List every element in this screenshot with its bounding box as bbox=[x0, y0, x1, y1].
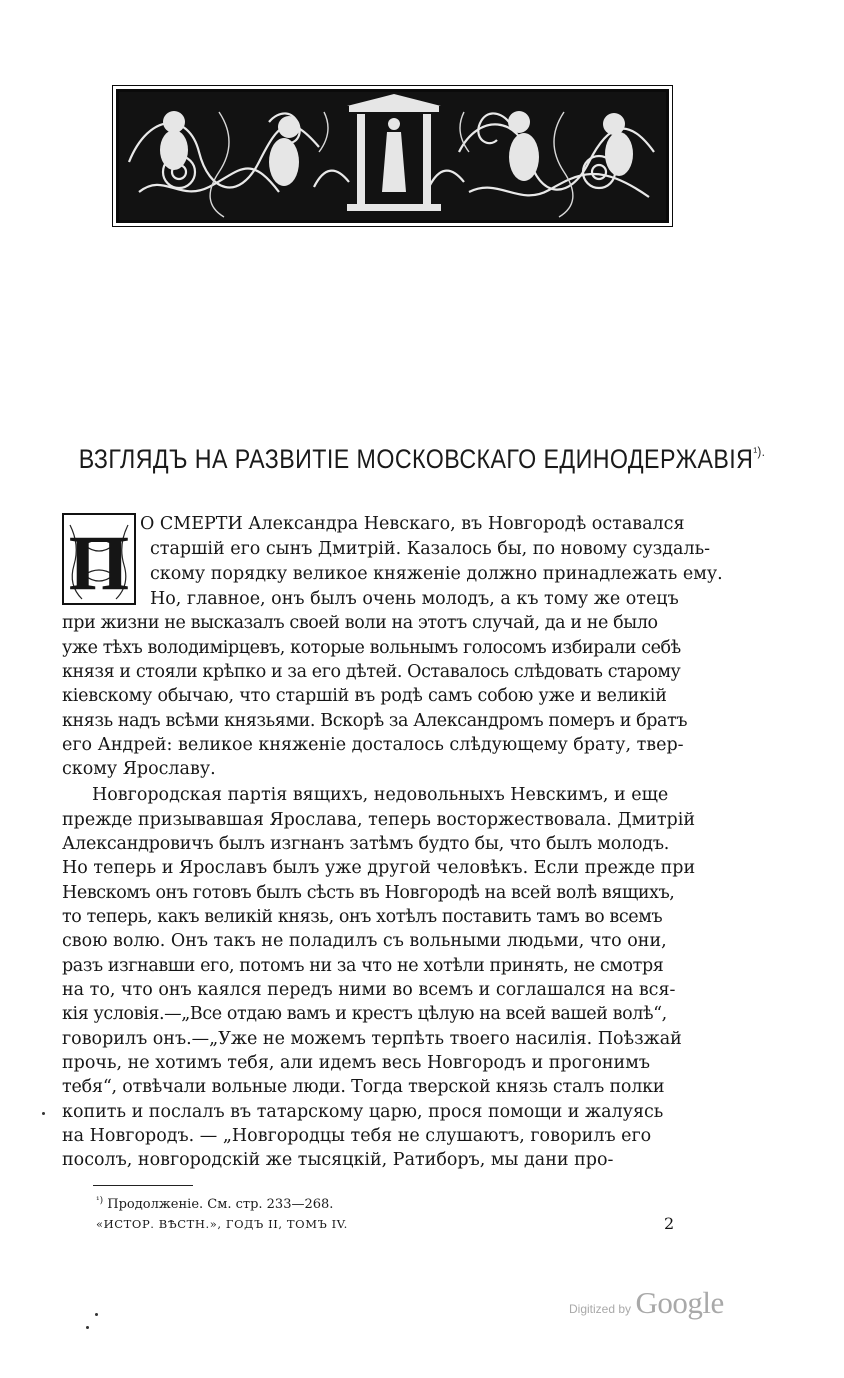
text-line: Но, главное, онъ былъ очень молодъ, а къ тому же отецъ bbox=[150, 589, 679, 609]
watermark-prefix: Digitized by bbox=[569, 1302, 632, 1316]
text-line: Но теперь и Ярославъ былъ уже другой человѣкъ. Если прежде при bbox=[62, 858, 696, 878]
footnote bbox=[96, 1196, 333, 1212]
ornament-illustration bbox=[119, 92, 666, 220]
text-line: князь надъ всѣми князьями. Вскорѣ за Александромъ померъ и братъ bbox=[62, 711, 688, 731]
text-line: кія условія.—„Все отдаю вамъ и крестъ цѣлую на всей вашей волѣ“, bbox=[62, 1004, 667, 1024]
drop-cap-letter: П bbox=[68, 519, 130, 603]
scan-speck bbox=[95, 1313, 98, 1316]
text-line: прочь, не хотимъ тебя, али идемъ весь Новгородъ и прогонимъ bbox=[62, 1053, 650, 1073]
decorative-headpiece-banner bbox=[116, 89, 669, 223]
text-line: на Новгородъ. — „Новгородцы тебя не слушаютъ, говорилъ его bbox=[62, 1126, 652, 1146]
title-footnote-ref: ¹). bbox=[753, 444, 766, 459]
text-line: разъ изгнавши его, потомъ ни за что не хотѣли принять, не смотря bbox=[62, 956, 664, 976]
text-line: копить и послалъ въ татарскому царю, прося помощи и жалуясь bbox=[62, 1102, 664, 1122]
footnote-mark: ¹) bbox=[96, 1196, 104, 1206]
text-line: то теперь, какъ великій князь, онъ хотѣлъ поставить тамъ во всемъ bbox=[62, 907, 663, 927]
ornamental-drop-cap bbox=[62, 513, 136, 605]
footnote-divider bbox=[93, 1185, 193, 1186]
text-line: говорилъ онъ.—„Уже не можемъ терпѣть твоего насилія. Поѣзжай bbox=[62, 1029, 682, 1049]
text-line: уже тѣхъ володимірцевъ, которые вольнымъ голосомъ избирали себѣ bbox=[62, 638, 681, 658]
article-title bbox=[59, 444, 785, 475]
article-title-text: ВЗГЛЯДЪ НА РАЗВИТІЕ МОСКОВСКАГО ЕДИНОДЕРЖАВІЯ bbox=[78, 444, 754, 474]
text-line: прежде призывавшая Ярослава, теперь восторжествовала. Дмитрій bbox=[62, 810, 695, 830]
text-line: его Андрей: великое княженіе досталось слѣдующему брату, твер- bbox=[62, 735, 684, 755]
text-line: тебя“, отвѣчали вольные люди. Тогда тверской князь сталъ полки bbox=[62, 1077, 665, 1097]
text-line: при жизни не высказалъ своей воли на этотъ случай, да и не было bbox=[62, 613, 658, 633]
digitized-by-google-watermark bbox=[569, 1285, 724, 1321]
text-line: Новгородская партія вящихъ, недовольныхъ Невскимъ, и еще bbox=[92, 785, 669, 805]
page-number: 2 bbox=[664, 1214, 675, 1233]
text-line: О СМЕРТИ Александра Невскаго, въ Новгородѣ оставался bbox=[140, 514, 685, 534]
google-logo: Google bbox=[635, 1285, 724, 1320]
text-line: князя и стояли крѣпко и за его дѣтей. Оставалось слѣдовать старому bbox=[62, 662, 681, 682]
text-line: кіевскому обычаю, что старшій въ родѣ самъ собою уже и великій bbox=[62, 686, 667, 706]
scan-speck bbox=[42, 1112, 45, 1115]
running-source: «ИСТОР. ВѢСТН.», ГОДЪ II, ТОМЪ IV. bbox=[96, 1217, 348, 1231]
text-line: скому порядку великое княженіе должно принадлежать ему. bbox=[150, 564, 723, 584]
text-line: Невскомъ онъ готовъ былъ сѣсть въ Новгородѣ на всей волѣ вящихъ, bbox=[62, 883, 675, 903]
footnote-text: Продолженіе. См. стр. 233—268. bbox=[107, 1197, 334, 1212]
text-line: скому Ярославу. bbox=[62, 759, 216, 779]
text-line: свою волю. Онъ такъ не поладилъ съ вольными людьми, что они, bbox=[62, 931, 667, 951]
text-line: посолъ, новгородскій же тысяцкій, Ратиборъ, мы дани про- bbox=[62, 1150, 614, 1170]
text-line: на то, что онъ каялся передъ ними во всемъ и соглашался на вся- bbox=[62, 980, 676, 1000]
text-line: Александровичъ былъ изгнанъ затѣмъ будто бы, что былъ молодъ. bbox=[62, 834, 670, 854]
text-line: старшій его сынъ Дмитрій. Казалось бы, по новому суздаль- bbox=[150, 539, 711, 559]
scan-speck bbox=[86, 1326, 89, 1329]
